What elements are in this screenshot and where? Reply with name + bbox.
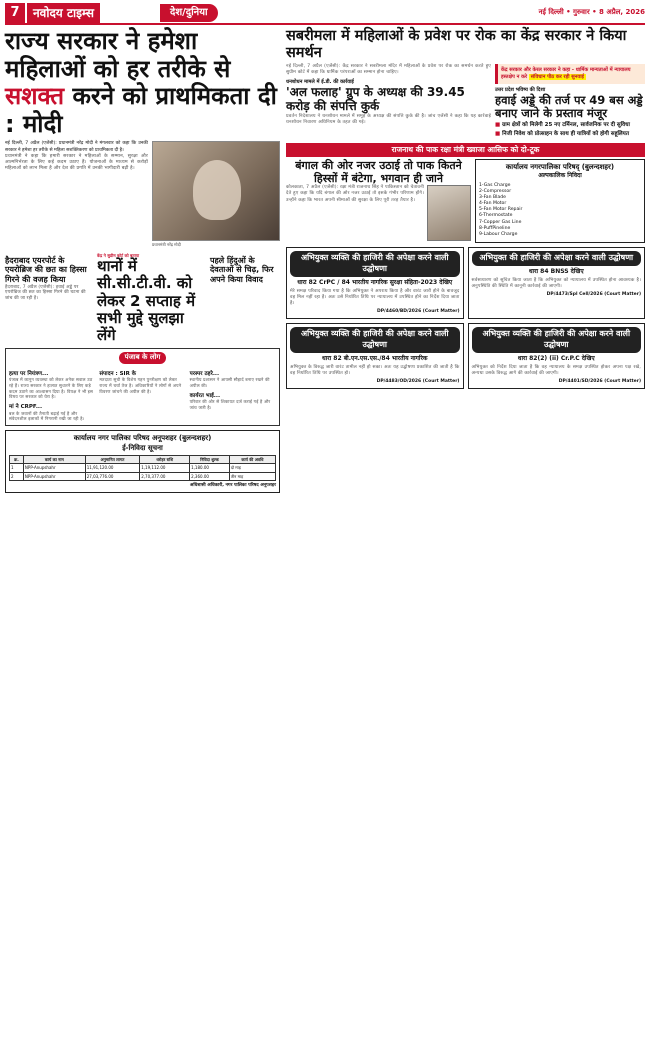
story2-headline: थानों में सी.सी.टी.वी. को लेकर 2 सप्ताह में सभी मुद्दे सुलझा लेंगे — [97, 257, 196, 345]
tender2-subtitle: अल्पकालिक निविदा — [538, 172, 582, 180]
sabarimala-headline: सबरीमला में महिलाओं के प्रवेश पर रोक का केंद्र सरकार ने किया समर्थन — [286, 28, 627, 61]
table-cell: 2,360.00 — [190, 472, 230, 480]
table-cell: 2 — [10, 472, 24, 480]
ad4-ref: DP/4401/SD/2026 (Court Matter) — [558, 379, 641, 385]
story2-kicker: केंद्र ने सुप्रीम कोर्ट को बताया — [97, 252, 139, 258]
table-row — [10, 464, 276, 472]
table-cell: 1,19,112.00 — [140, 464, 190, 472]
list-item: 9-Labour Charge — [479, 232, 518, 238]
table-cell: दो माह — [229, 464, 275, 472]
ad3-subtitle: धारा 82 बी.एन.एस.एस./84 भारतीय नागरिक — [321, 354, 428, 362]
table-cell: 27,03,776.00 — [85, 472, 140, 480]
table-cell: NPP-Anupshahr — [23, 472, 85, 480]
ad-proclamation-3: अभियुक्त व्यक्ति की हाजिरी की अपेक्षा करने वाली उद्घोषणा धारा 82 बी.एन.एस.एस./84 भारतीय नागरिक अभियुक्त के विरुद्ध जारी वारंट तामील नहीं हो सका। अतः यह उद्घोषणा प्रकाशित की जाती है कि वह निर्धारित तिथि पर उपस्थित हो। DP/4483/OD/2026 (Court Matter) — [286, 323, 464, 389]
ad-proclamation-1: अभियुक्त व्यक्ति की हाजिरी की अपेक्षा करने वाली उद्घोषणा धारा 82 CrPC / 84 भारतीय नागरिक सुरक्षा संहिता-2023 देखिए मेरे समक्ष परिवाद किया गया है कि अभियुक्त ने अपराध किया है और वारंट जारी होने के बावजूद वह मिल नहीं रहा है। अतः उसे निर्धारित तिथि पर न्यायालय में उपस्थित होने का निर्देश दिया जाता है। DP/4460/BD/2026 (Court Matter) — [286, 247, 464, 319]
punjab-sub5: कार्यरत भाई... — [189, 392, 221, 399]
list-item: 8-PuffPineline — [479, 225, 511, 231]
tender-col-2: अनुमानित लागत — [85, 455, 140, 463]
tender-signature: अधिशासी अधिकारी, नगर पालिका परिषद अनूपशहर — [189, 483, 276, 489]
story1-headline: हैदराबाद एयरपोर्ट के एयरोब्रिज की छत का हिस्सा गिरने की वजह किया — [5, 255, 87, 284]
ad1-subtitle: धारा 82 CrPC / 84 भारतीय नागरिक सुरक्षा संहिता-2023 देखिए — [297, 278, 453, 286]
left-column: राज्य सरकार ने हमेशा महिलाओं को हर तरीके से सशक्त करने को प्राथमिकता दी : मोदी नई दिल्ली, 7 अप्रैल (एजेंसी): प्रधानमंत्री नरेंद्र मोदी ने मंगलवार को कहा कि उनकी सरकार ने हमेशा हर तरीके से महिला सशक्तिकरण को प्राथमिकता दी है। प्रधानमंत्री ने कहा कि हमारी सरकार ने महिलाओं के सम्मान, सुरक्षा और आत्मनिर्भरता के लिए कई कदम उठाए हैं। योजनाओं के माध्यम से करोड़ों महिलाओं को लाभ मिला है और देश की प्रगति में उनकी भागीदारी बढ़ी है। प्रधानमंत्री नरेंद्र मोदी हैदराबाद एयरपोर्ट के एयरोब्रिज की छत का हिस्सा गिरने की वजह किया हैदराबाद, 7 अप्रैल (एजेंसी): हवाई अड्डे पर एयरोब्रिज की छत का हिस्सा गिरने की घटना की जांच की जा रही है। केंद्र ने सुप्रीम कोर्ट को बताया थानों में सी.सी.टी.वी. को लेकर 2 सप्ताह में सभी मुद्दे सुलझा लेंगे पहले हिंदुओं के देवताओं से चिढ़, फिर अपने किया विवाद पंजाब के लोग हत्या पर नियंत्रण... पंजाब में कानून व्यवस्था को लेकर अनेक सवाल उठ रहे हैं। राज्य सरकार ने हालात सुधारने के लिए कड़े कदम उठाने का आश्वासन दिया है। विपक्ष ने भी इस विषय पर सरकार को घेरा है। मां ने CRPF... बल के जवानों की तैनाती बढ़ाई गई है और संवेदनशील इलाकों में निगरानी रखी जा रही है। संपादन : SIR के मतदाता सूची के विशेष गहन पुनरीक्षण को लेकर राज्य में चर्चा तेज है। अधिकारियों ने लोगों से अपने विवरण जांचने की अपील की है। परस्पर ठहरे... स्थानीय प्रशासन ने आपसी सौहार्द बनाए रखने की अपील की। कार्यरत भाई... परिवार की ओर से शिकायत दर्ज कराई गई है और जांच जारी है। कार्यालय नगर पालिका परिषद अनूपशहर (बुलन्दशहर) ई-निविदा सूचना क्र. कार्य का नाम अनुमानित लागत धरोहर राशि निविदा शुल्क कार्य की अवधि 1 NPP-Anupshahr 11,91,120.00 1,19,112.00 1,180.00 दो माह 2 NPP-Anupshahr 27,03,776.00 2,70,377.00 2,360.00 तीन माह अधिशासी अधिकारी, नगर पालिका परिषद अनूपशहर — [5, 28, 280, 493]
section-label: देश/दुनिया — [160, 4, 218, 22]
ad2-title: अभियुक्त की हाजिरी की अपेक्षा करने वाली उद्घोषणा — [472, 251, 642, 266]
ad4-title: अभियुक्त व्यक्ति की हाजिरी की अपेक्षा करने वाली उद्घोषणा — [472, 327, 642, 353]
ad-proclamation-2: अभियुक्त की हाजिरी की अपेक्षा करने वाली उद्घोषणा धारा 84 BNSS देखिए सर्वसाधारण को सूचित किया जाता है कि अभियुक्त को न्यायालय में उपस्थित होना आवश्यक है। अनुपस्थिति की स्थिति में कानूनी कार्रवाई की जाएगी। DP/4473/Spl Cell/2026 (Court Matter) — [468, 247, 646, 319]
table-cell: तीन माह — [229, 472, 275, 480]
hawai-bullet-1: ■ ग्राम क्षेत्रों को मिलेगी 25 नए टर्मिनल, सार्वजनिक पर दी सुविधा — [495, 122, 645, 129]
lead-body: नई दिल्ली, 7 अप्रैल (एजेंसी): प्रधानमंत्री नरेंद्र मोदी ने मंगलवार को कहा कि उनकी सरकार ने हमेशा हर तरीके से महिला सशक्तिकरण को प्राथमिकता दी है। प्रधानमंत्री ने कहा कि हमारी सरकार ने महिलाओं के सम्मान, सुरक्षा और आत्मनिर्भरता के लिए कई कदम उठाए हैं। योजनाओं के माध्यम से करोड़ों महिलाओं को लाभ मिला है और देश की प्रगति में उनकी भागीदारी बढ़ी है। — [5, 141, 148, 172]
tender2-notice — [475, 159, 645, 243]
photo-caption: प्रधानमंत्री नरेंद्र मोदी — [152, 242, 181, 248]
table-cell: 1 — [10, 464, 24, 472]
table-cell: NPP-Anupshahr — [23, 464, 85, 472]
hawai-headline: हवाई अड्डे की तर्ज पर 49 बस अड्डे बनाए जाने के प्रस्ताव मंजूर — [495, 92, 643, 120]
lead-photo — [152, 141, 280, 241]
rajnath-photo — [427, 185, 471, 241]
ad2-ref: DP/4473/Spl Cell/2026 (Court Matter) — [546, 292, 641, 298]
ad-proclamation-4: अभियुक्त व्यक्ति की हाजिरी की अपेक्षा करने वाली उद्घोषणा धारा 82(2) (ii) Cr.P.C देखिए अभियुक्त को निर्देश दिया जाता है कि वह न्यायालय के समक्ष उपस्थित होकर अपना पक्ष रखे, अन्यथा उसके विरुद्ध आगे की कार्रवाई की जाएगी। DP/4401/SD/2026 (Court Matter) — [468, 323, 646, 389]
table-row — [10, 472, 276, 480]
list-item: 1-Gas Charge — [479, 182, 511, 188]
tender-col-1: कार्य का नाम — [23, 455, 85, 463]
punjab-sub3: संपादन : SIR के — [99, 370, 136, 377]
tender2-title: कार्यालय नगरपालिका परिषद् (बुलन्दशहर) — [505, 163, 615, 171]
tender-col-5: कार्य की अवधि — [229, 455, 275, 463]
punjab-sub1: हत्या पर नियंत्रण... — [9, 370, 49, 377]
hawai-kicker: उत्तर प्रदेश भविष्य की दिशा — [495, 86, 546, 93]
ad3-ref: DP/4483/OD/2026 (Court Matter) — [376, 379, 460, 385]
tender-subtitle: ई-निविदा सूचना — [122, 443, 163, 452]
rajnath-headline: बंगाल की ओर नजर उठाई तो पाक कितने हिस्सों में बंटेगा, भगवान ही जाने — [295, 159, 462, 186]
ad1-title: अभियुक्त व्यक्ति की हाजिरी की अपेक्षा करने वाली उद्घोषणा — [290, 251, 460, 277]
table-cell: 1,180.00 — [190, 464, 230, 472]
alfalah-headline: 'अल फलाह' ग्रुप के अध्यक्ष की 39.45 करोड़ की संपत्ति कुर्क — [286, 85, 465, 114]
tender-notice — [5, 430, 280, 493]
ad1-ref: DP/4460/BD/2026 (Court Matter) — [377, 309, 460, 315]
ad2-subtitle: धारा 84 BNSS देखिए — [528, 268, 584, 276]
list-item: 6-Thermostate — [479, 213, 513, 219]
list-item: 2-Compressor — [479, 188, 512, 194]
tender-table — [9, 455, 276, 481]
list-item: 4-Fan Motor — [479, 201, 507, 207]
rajnath-kicker: राजनाथ की पाक रक्षा मंत्री ख्वाजा आसिफ को दो-टूक — [286, 143, 645, 157]
page-number: 7 — [5, 3, 25, 23]
table-cell: 11,91,120.00 — [85, 464, 140, 472]
list-item: 5-Fan Motor Repair — [479, 207, 523, 213]
list-item: 7-Copper Gas Line — [479, 219, 522, 225]
tender-col-3: धरोहर राशि — [140, 455, 190, 463]
ad4-subtitle: धारा 82(2) (ii) Cr.P.C देखिए — [517, 354, 595, 362]
alfalah-kicker: धनशोधन मामले में ई.डी. की कार्रवाई — [286, 79, 354, 86]
ad3-title: अभियुक्त व्यक्ति की हाजिरी की अपेक्षा करने वाली उद्घोषणा — [290, 327, 460, 353]
list-item: 3-Fan Blade — [479, 194, 506, 200]
story3-headline: पहले हिंदुओं के देवताओं से चिढ़, फिर अपने किया विवाद — [210, 255, 274, 284]
tender-col-4: निविदा शुल्क — [190, 455, 230, 463]
punjab-sub2: मां ने CRPF... — [9, 404, 43, 411]
tender-title: कार्यालय नगर पालिका परिषद अनूपशहर (बुलन्दशहर) — [73, 434, 212, 443]
masthead — [5, 3, 645, 25]
table-cell: 2,70,377.00 — [140, 472, 190, 480]
right-column: सबरीमला में महिलाओं के प्रवेश पर रोक का केंद्र सरकार ने किया समर्थन नई दिल्ली, 7 अप्रैल (एजेंसी): केंद्र सरकार ने सबरीमला मंदिर में महिलाओं के प्रवेश पर रोक का समर्थन करते हुए सुप्रीम कोर्ट में कहा कि धार्मिक परंपराओं का सम्मान होना चाहिए। धनशोधन मामले में ई.डी. की कार्रवाई 'अल फलाह' ग्रुप के अध्यक्ष की 39.45 करोड़ की संपत्ति कुर्क प्रवर्तन निदेशालय ने धनशोधन मामले में समूह के अध्यक्ष की संपत्ति कुर्क की है। जांच एजेंसी ने कहा कि यह कार्रवाई धनशोधन निवारण अधिनियम के तहत की गई। केंद्र सरकार और केरल सरकार ने कहा - धार्मिक मान्यताओं में न्यायालय हस्तक्षेप न करे संविधान पीठ कर रही सुनवाई उत्तर प्रदेश भविष्य की दिशा हवाई अड्डे की तर्ज पर 49 बस अड्डे बनाए जाने के प्रस्ताव मंजूर ■ ग्राम क्षेत्रों को मिलेगी 25 नए टर्मिनल, सार्वजनिक पर दी सुविधा ■ निजी निवेश को प्रोत्साहन के साथ ही यात्रियों को होगी सहूलियत राजनाथ की पाक रक्षा मंत्री ख्वाजा आसिफ को दो-टूक बंगाल की ओर नजर उठाई तो पाक कितने हिस्सों में बंटेगा, भगवान ही जाने कोलकाता, 7 अप्रैल (एजेंसी): रक्षा मंत्री राजनाथ सिंह ने पाकिस्तान को चेतावनी देते हुए कहा कि यदि बंगाल की ओर नजर उठाई तो इसके गंभीर परिणाम होंगे। उन्होंने कहा कि भारत अपनी सीमाओं की सुरक्षा के लिए पूरी तरह तैयार है। कार्यालय नगरपालिका परिषद् (बुलन्दशहर) अल्पकालिक निविदा 1-Gas Charge 2-Compressor 3-Fan Blade 4-Fan Motor 5-Fan Motor Repair 6-Thermostate 7-Copper Gas Line 8-PuffPineline 9-Labour Charge अभियुक्त व्यक्ति की हाजिरी की अपेक्षा करने वाली उद्घोषणा धारा 82 CrPC / 84 भारतीय नागरिक सुरक्षा संहिता-2023 देखिए मेरे समक्ष परिवाद किया गया है कि अभियुक्त ने अपराध किया है और वारंट जारी होने के बावजूद वह मिल नहीं रहा है। अतः उसे निर्धारित तिथि पर न्यायालय में उपस्थित होने का निर्देश दिया जाता है। DP/4460/BD/2026 (Court Matter) अभियुक्त की हाजिरी की अपेक्षा करने वाली उद्घोषणा धारा 84 BNSS देखिए सर्वसाधारण को सूचित किया जाता है कि अभियुक्त को न्यायालय में उपस्थित होना आवश्यक है। अनुपस्थिति की स्थिति में कानूनी कार्रवाई की जाएगी। DP/4473/Spl Cell/2026 (Court Matter) अभियुक्त व्यक्ति की हाजिरी की अपेक्षा करने वाली उद्घोषणा धारा 82 बी.एन.एस.एस./84 भारतीय नागरिक अभियुक्त के विरुद्ध जारी वारंट तामील नहीं हो सका। अतः यह उद्घोषणा प्रकाशित की जाती है कि वह निर्धारित तिथि पर उपस्थित हो। DP/4483/OD/2026 (Court Matter) अभियुक्त व्यक्ति की हाजिरी की अपेक्षा करने वाली उद्घोषणा धारा 82(2) (ii) Cr.P.C देखिए अभियुक्त को निर्देश दिया जाता है कि वह न्यायालय के समक्ष उपस्थित होकर अपना पक्ष रखे, अन्यथा उसके विरुद्ध आगे की कार्रवाई की जाएगी। DP/4401/SD/2026 (Court Matter) — [286, 28, 645, 493]
punjab-box: पंजाब के लोग हत्या पर नियंत्रण... पंजाब में कानून व्यवस्था को लेकर अनेक सवाल उठ रहे हैं। राज्य सरकार ने हालात सुधारने के लिए कड़े कदम उठाने का आश्वासन दिया है। विपक्ष ने भी इस विषय पर सरकार को घेरा है। मां ने CRPF... बल के जवानों की तैनाती बढ़ाई गई है और संवेदनशील इलाकों में निगरानी रखी जा रही है। संपादन : SIR के मतदाता सूची के विशेष गहन पुनरीक्षण को लेकर राज्य में चर्चा तेज है। अधिकारियों ने लोगों से अपने विवरण जांचने की अपील की है। परस्पर ठहरे... स्थानीय प्रशासन ने आपसी सौहार्द बनाए रखने की अपील की। कार्यरत भाई... परिवार की ओर से शिकायत दर्ज कराई गई है और जांच जारी है। — [5, 348, 280, 426]
punjab-box-title: पंजाब के लोग — [119, 352, 167, 363]
lead-headline: राज्य सरकार ने हमेशा महिलाओं को हर तरीके से सशक्त करने को प्राथमिकता दी : मोदी — [5, 27, 277, 138]
sabarimala-inset: केंद्र सरकार और केरल सरकार ने कहा - धार्मिक मान्यताओं में न्यायालय हस्तक्षेप न करे संविधान पीठ कर रही सुनवाई — [495, 64, 645, 84]
tender-col-0: क्र. — [10, 455, 24, 463]
punjab-sub4: परस्पर ठहरे... — [189, 370, 220, 377]
brand-logo: नवोदय टाइम्स — [27, 3, 100, 23]
hawai-bullet-2: ■ निजी निवेश को प्रोत्साहन के साथ ही यात्रियों को होगी सहूलियत — [495, 131, 645, 138]
dateline: नई दिल्ली • गुरुवार • 8 अप्रैल, 2026 — [538, 8, 645, 17]
